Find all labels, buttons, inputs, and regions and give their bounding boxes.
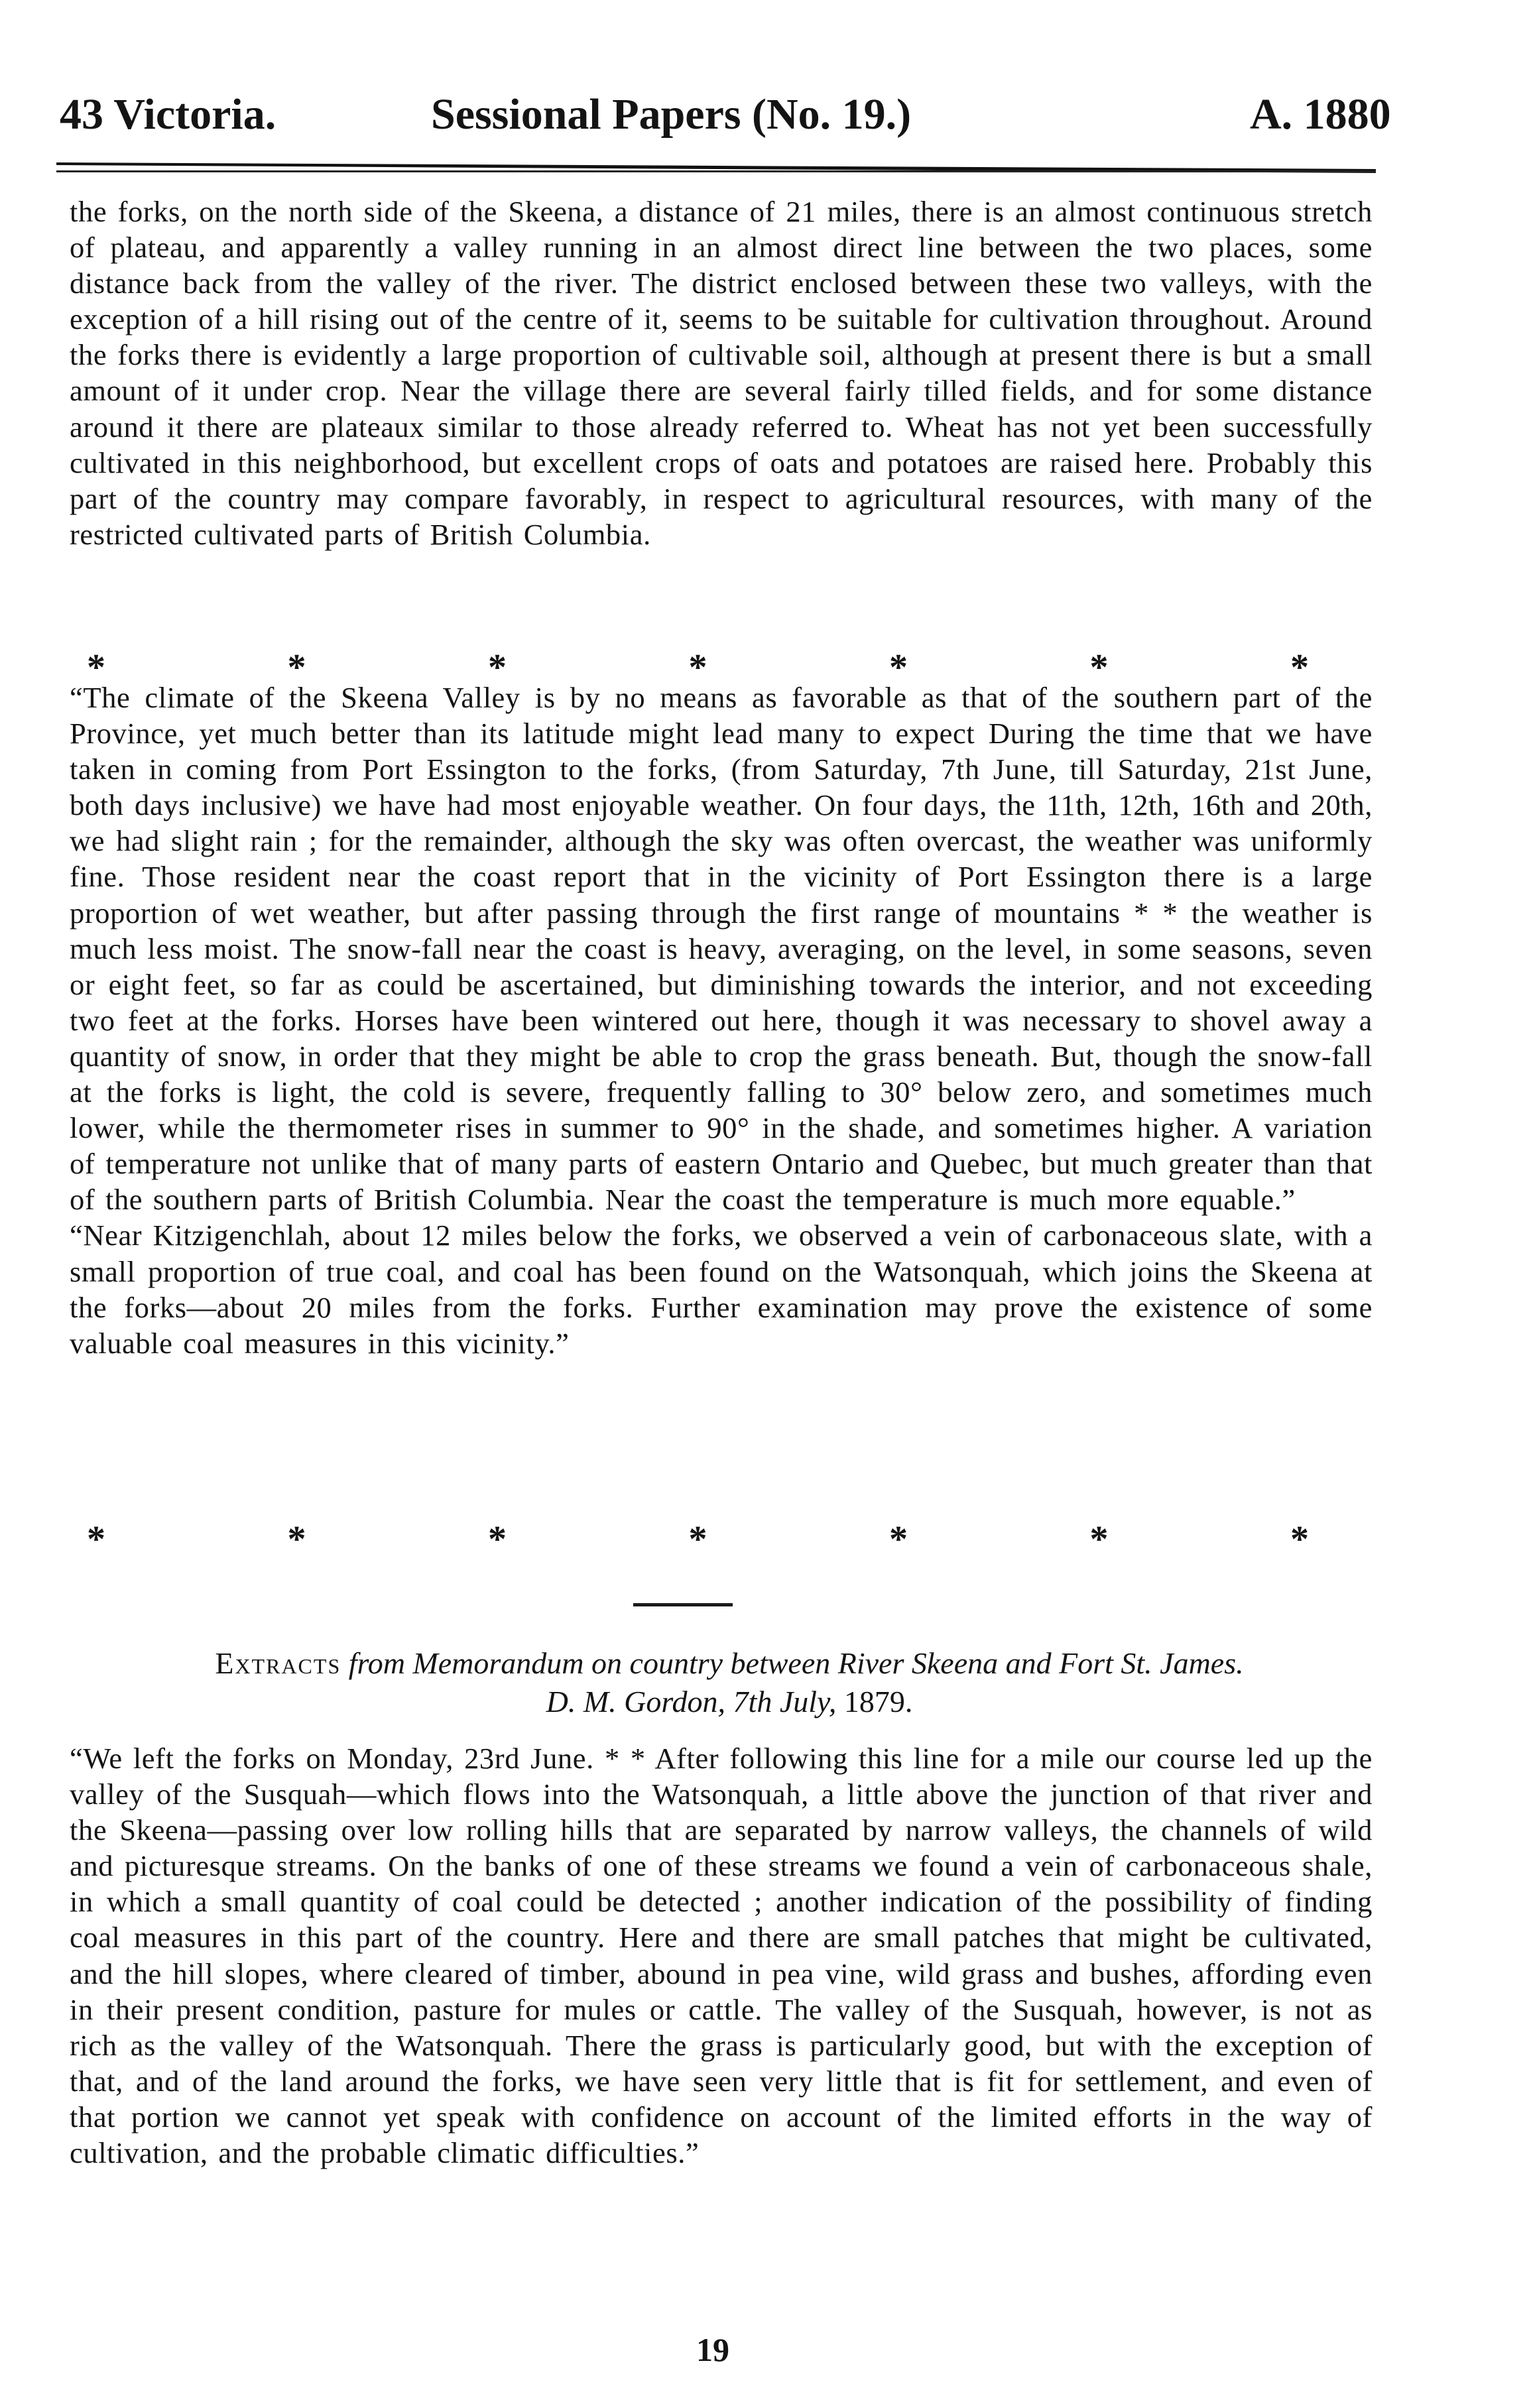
header-volume: 43 Victoria. [60,90,276,139]
extract-author: D. M. Gordon, [546,1685,726,1718]
asterisk: * [87,1519,105,1560]
asterisk: * [688,1519,707,1560]
extract-lead: Extracts [215,1646,341,1680]
asterisk: * [87,647,105,688]
extract-title-line [80,1644,1379,1683]
asterisk: * [287,1519,306,1560]
extract-date: 7th July, [733,1685,837,1718]
extract-year: 1879. [843,1685,913,1718]
asterisk: * [889,1519,908,1560]
asterisk: * [1290,1519,1309,1560]
header-rule [56,161,1376,174]
asterisk: * [488,647,507,688]
page-number: 19 [696,2331,729,2368]
asterisk: * [488,1519,507,1560]
paragraph-climate: “The climate of the Skeena Valley is by no means as favorable as that of the southern part of the Province, yet much better than its latitude might lead many to expect During the time that we have taken in coming from Port Essington to the forks, (from Saturday, 7th June, till Saturday, 21st June, both days inclusive) we have had most enjoyable weather. On four days, the 11th, 12th, 16th and 20th, we had slight rain ; for the remainder, although the sky was often overcast, the weather was uniformly fine. Those resident near the coast report that in the vicinity of Port Essington there is a large proportion of wet weather, but after passing through the first range of mountains * * the weather is much less moist. The snow-fall near the coast is heavy, averaging, on the level, in some seasons, seven or eight feet, so far as could be ascertained, but diminishing towards the interior, and not exceeding two feet at the forks. Horses have been wintered out here, though it was necessary to shovel away a quantity of snow, in order that they might be able to crop the grass beneath. But, though the snow-fall at the forks is light, the cold is severe, frequently falling to 30° below zero, and sometimes much lower, while the thermometer rises in summer to 90° in the shade, and sometimes higher. A variation of temperature not unlike that of many parts of eastern Ontario and Quebec, but much greater than that of the southern parts of British Columbia. Near the coast the temperature is much more equable.” [70,681,1373,1217]
asterism-row-2 [83,1518,1313,1561]
extract-title: from Memorandum on country between River Skeena and Fort St. James. [348,1646,1244,1680]
paragraph-forks-description: the forks, on the north side of the Skeena, a distance of 21 miles, there is an almost continuous stretch of plateau, and apparently a valley running in an almost direct line between the two places, some distance back from the valley of the river. The district enclosed between these two valleys, with the exception of a hill rising out of the centre of it, seems to be suitable for cultivation throughout. Around the forks there is evidently a large proportion of cultivable soil, although at present there is but a small amount of it under crop. Near the village there are several fairly tilled fields, and for some distance around it there are plateaux similar to those already referred to. Wheat has not yet been successfully cultivated in this neighborhood, but excellent crops of oats and potatoes are raised here. Probably this part of the country may compare favorably, in respect to agricultural resources, with many of the restricted cultivated parts of British Columbia. [70,195,1373,551]
asterisk: * [287,647,306,688]
body-text-middle [70,680,1373,1361]
body-text-lower [70,1740,1373,2171]
running-header [60,85,1391,145]
paragraph-memorandum: “We left the forks on Monday, 23rd June. * * After following this line for a mile our course led up the valley of the Susquah—which flows into the Watsonquah, a little above the junction of that river and the Skeena—passing over low rolling hills that are separated by narrow valleys, the channels of wild and picturesque streams. On the banks of one of these streams we found a vein of carbonaceous shale, in which a small quantity of coal could be detected ; another indication of the possibility of finding coal measures in this part of the country. Here and there are small patches that might be cultivated, and the hill slopes, where cleared of timber, abound in pea vine, wild grass and bushes, affording even in their present condition, pasture for mules or cattle. The valley of the Susquah, however, is not as rich as the valley of the Watsonquah. There the grass is particularly good, but with the exception of that, and of the land around the forks, we have seen very little that is fit for settlement, and even of that portion we cannot yet speak with confidence on account of the limited efforts in the way of cultivation, and the probable climatic difficulties.” [70,1742,1373,2170]
header-year: A. 1880 [1250,90,1391,139]
asterisk: * [1290,647,1309,688]
header-title: Sessional Papers (No. 19.) [431,90,912,139]
extract-byline [80,1683,1379,1721]
asterisk: * [889,647,908,688]
asterisk: * [1089,647,1109,688]
asterisk: * [1089,1519,1109,1560]
body-text-upper [70,194,1373,552]
extract-heading [80,1644,1379,1721]
paragraph-coal: “Near Kitzigenchlah, about 12 miles below the forks, we observed a vein of carbonaceous slate, with a small proportion of true coal, and coal has been found on the Watsonquah, which joins the Skeena at the forks—about 20 miles from the forks. Further examination may prove the existence of some valuable coal measures in this vicinity.” [70,1219,1373,1360]
asterisk: * [688,647,707,688]
section-divider [633,1603,733,1606]
